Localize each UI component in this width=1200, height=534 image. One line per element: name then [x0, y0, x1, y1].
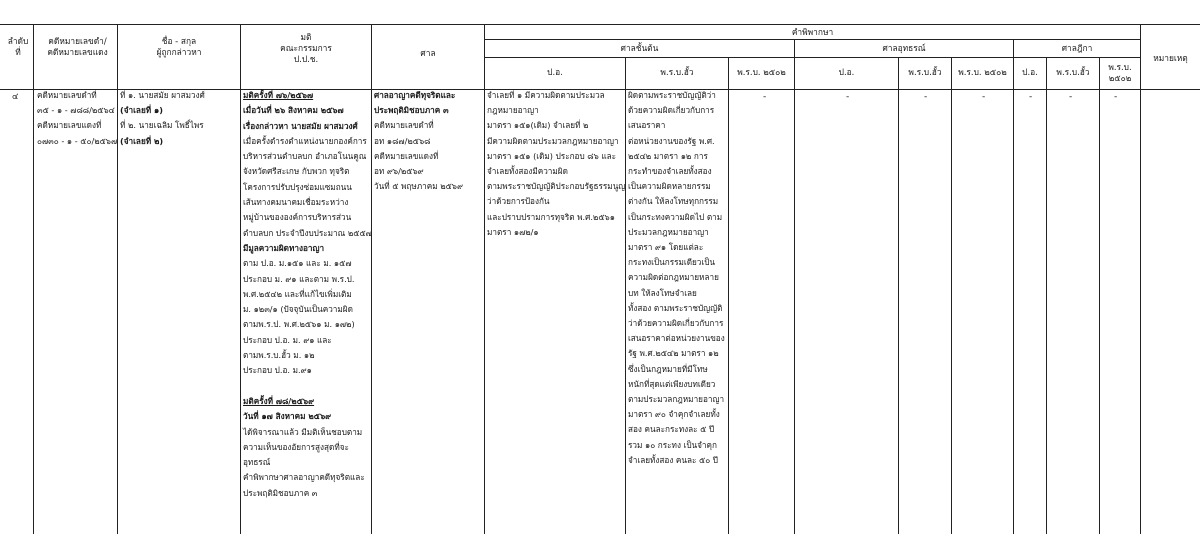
first-act-line: รัฐ พ.ศ.๒๕๔๒ มาตรา ๑๒	[628, 348, 719, 359]
row-first-prb-act	[628, 88, 725, 468]
header-first-po: ป.อ.	[547, 67, 563, 77]
resolution-line: มีมูลความผิดทางอาญา	[243, 242, 325, 253]
header-judgment: คำพิพากษา	[791, 27, 834, 37]
resolution-line: ตามพ.ร.บ.ฮั้ว ม. ๑๒	[243, 350, 315, 361]
row-seq: ๔	[12, 91, 19, 101]
resolution-line: มติครั้งที่ ๗๖/๒๕๖๗	[243, 90, 314, 100]
resolution-line: อุทธรณ์	[243, 457, 271, 468]
resolution-line: ประกอบ ป.อ. ม. ๙๑ และ	[243, 334, 332, 345]
first-po-line: มีความผิดตามประมวลกฎหมายอาญา	[487, 135, 619, 146]
header-supreme-prb-act: พ.ร.บ.ฮั้ว	[1056, 67, 1090, 77]
first-act-line: ๒๕๔๒ มาตรา ๑๒ การ	[628, 150, 708, 161]
resolution-line: จังหวัดศรีสะเกษ กับพวก ทุจริต	[243, 166, 350, 177]
dash-appeal-prb-act: -	[846, 92, 850, 102]
first-act-line: กระทำของจำเลยทั้งสอง	[628, 166, 712, 177]
header-case-no: คดีหมายเลขดำ/ คดีหมายเลขแดง	[47, 36, 108, 57]
header-supreme-court: ศาลฎีกา	[1061, 43, 1093, 53]
first-po-line: จำเลยที่ ๑ มีความผิดตามประมวล	[487, 90, 605, 100]
header-supreme-prb-2502: พ.ร.บ. ๒๕๐๒	[1108, 62, 1132, 83]
first-act-line: ว่าด้วยความผิดเกี่ยวกับการ	[628, 318, 724, 329]
court-line: วันที่ ๕ พฤษภาคม ๒๕๖๙	[374, 181, 464, 192]
header-accused-name: ชื่อ - สกุล ผู้ถูกกล่าวหา	[156, 36, 202, 57]
resolution-line: เมื่อครั้งดำรงตำแหน่งนายกองค์การ	[243, 135, 367, 146]
first-po-line: มาตรา ๑๕๑ (เดิม) ประกอบ ๘๖ และ	[487, 150, 617, 161]
accused-2-name: ที่ ๒. นายเฉลิม โพธิ์ไพร	[120, 120, 204, 131]
header-remark: หมายเหตุ	[1153, 53, 1188, 63]
dash-supreme-po: -	[982, 92, 986, 102]
first-po-line: ตามพระราชบัญญัติประกอบรัฐธรรมนูญ	[487, 181, 626, 192]
first-act-line: เสนอราคา	[628, 120, 666, 131]
dash-appeal-prb-2502: -	[924, 92, 928, 102]
first-po-line: มาตรา ๑๗๒/๑	[487, 226, 539, 237]
accused-2-role: (จำเลยที่ ๒)	[120, 135, 164, 146]
resolution-line: เส้นทางคมนาคมเชื่อมระหว่าง	[243, 197, 349, 208]
header-appeal-court: ศาลอุทธรณ์	[882, 43, 926, 53]
resolution-line: ตำบลบก ประจำปีงบประมาณ ๒๕๕๗	[243, 227, 372, 238]
resolution-line: เมื่อวันที่ ๒๖ สิงหาคม ๒๕๖๗	[243, 105, 344, 116]
resolution-line: มติครั้งที่ ๗๘/๒๕๖๙	[243, 395, 315, 406]
header-first-prb-2502: พ.ร.บ. ๒๕๐๒	[737, 67, 786, 77]
header-appeal-prb-act: พ.ร.บ.ฮั้ว	[908, 67, 942, 77]
first-act-line: มาตรา ๙๑ โดยแต่ละ	[628, 242, 704, 253]
header-seq: ลำดับ ที่	[7, 36, 29, 57]
row-accused	[120, 88, 205, 149]
resolution-line: ประกอบ ม. ๙๑ และตาม พ.ร.ป.	[243, 273, 355, 284]
first-act-line: จำเลยทั้งสอง คนละ ๕๐ ปี	[628, 454, 719, 465]
resolution-line: เรื่องกล่าวหา นายสมัย ผาสมวงศ์	[243, 120, 358, 131]
first-act-line: ความผิดต่อกฎหมายหลาย	[628, 272, 719, 283]
resolution-line: วันที่ ๑๗ สิงหาคม ๒๕๖๙	[243, 411, 332, 422]
resolution-line: ตามพ.ร.ป. พ.ศ.๒๕๖๑ ม. ๑๗๒)	[243, 319, 355, 330]
row-resolution	[243, 88, 372, 501]
resolution-line: ตาม ป.อ. ม.๑๕๑ และ ม. ๑๕๗	[243, 258, 352, 269]
first-act-line: ตามประมวลกฎหมายอาญา	[628, 394, 725, 405]
first-act-line: ต่างกัน ให้ลงโทษทุกกรรม	[628, 196, 719, 207]
court-line: ประพฤติมิชอบภาค ๓	[374, 105, 449, 116]
first-act-line: หนักที่สุดแต่เพียงบทเดียว	[628, 378, 716, 389]
resolution-line: คำพิพากษาศาลอาญาคดีทุจริตและ	[243, 472, 365, 483]
resolution-line: ความเห็นของอัยการสูงสุดที่จะ	[243, 441, 349, 452]
first-act-line: ต่อหน่วยงานของรัฐ พ.ศ.	[628, 135, 715, 146]
resolution-line: ประพฤติมิชอบภาค ๓	[243, 487, 318, 498]
resolution-line: หมู่บ้านขององค์การบริหารส่วน	[243, 212, 352, 223]
header-resolution: มติ คณะกรรมการ ป.ป.ช.	[280, 32, 332, 64]
header-appeal-prb-2502: พ.ร.บ. ๒๕๐๒	[958, 67, 1007, 77]
first-act-line: รวม ๑๐ กระทง เป็นจำคุก	[628, 439, 717, 450]
accused-1-name: ที่ ๑. นายสมัย ผาสมวงศ์	[120, 90, 205, 100]
court-line: อท ๙๖/๒๕๖๙	[374, 166, 424, 177]
header-supreme-po: ป.อ.	[1022, 67, 1038, 77]
first-act-line: เป็นความผิดหลายกรรม	[628, 181, 711, 192]
dash-appeal-po: -	[763, 92, 767, 102]
court-line: คดีหมายเลขแดงที่	[374, 150, 439, 161]
court-line: อท ๑๘๗/๒๕๖๘	[374, 135, 431, 146]
first-act-line: ประมวลกฎหมายอาญา	[628, 226, 709, 237]
court-line: คดีหมายเลขดำที่	[374, 120, 434, 131]
header-appeal-po: ป.อ.	[838, 67, 855, 77]
first-po-line: กฎหมายอาญา	[487, 105, 539, 116]
first-act-line: ซึ่งเป็นกฎหมายที่มีโทษ	[628, 363, 708, 374]
first-act-line: บท ให้ลงโทษจำเลย	[628, 287, 697, 298]
resolution-line	[243, 379, 372, 394]
first-act-line: เสนอราคาต่อหน่วยงานของ	[628, 333, 725, 344]
resolution-line: ม. ๑๒๓/๑ (ปัจจุบันเป็นความผิด	[243, 304, 353, 315]
row-case-no: คดีหมายเลขดำที่ ๓๕ - ๑ - ๗๘๘/๒๕๖๔ คดีหมายเลขแดงที่ ๐๗๓๐ - ๑ - ๕๐/๒๕๖๗	[37, 90, 118, 146]
resolution-line: ประกอบ ป.อ. ม.๙๑	[243, 365, 312, 376]
first-act-line: ผิดตามพระราชบัญญัติว่า	[628, 90, 716, 100]
first-act-line: ทั้งสอง ตามพระราชบัญญัติ	[628, 302, 723, 313]
first-po-line: และปราบปรามการทุจริต พ.ศ.๒๕๖๑	[487, 211, 615, 222]
court-line: ศาลอาญาคดีทุจริตและ	[374, 90, 456, 100]
dash-supreme-prb-act: -	[1029, 92, 1033, 102]
first-po-line: จำเลยทั้งสองมีความผิด	[487, 166, 568, 177]
first-po-line: ว่าด้วยการป้องกัน	[487, 196, 550, 207]
row-court	[374, 88, 463, 194]
dash-supreme-prb-2502-b: -	[1114, 92, 1118, 102]
first-act-line: สอง คนละกระทงละ ๕ ปี	[628, 424, 715, 435]
first-po-line: มาตรา ๑๕๑(เดิม) จำเลยที่ ๒	[487, 120, 589, 131]
resolution-line: ได้พิจารณาแล้ว มีมติเห็นชอบตาม	[243, 426, 363, 437]
header-first-prb-act: พ.ร.บ.ฮั้ว	[660, 67, 694, 77]
accused-1-role: (จำเลยที่ ๑)	[120, 105, 163, 116]
first-act-line: เป็นกระทงความผิดไป ตาม	[628, 211, 723, 222]
dash-supreme-prb-2502-a: -	[1069, 92, 1073, 102]
first-act-line: มาตรา ๙๐ จำคุกจำเลยทั้ง	[628, 409, 720, 420]
header-court: ศาล	[420, 48, 436, 58]
row-first-po	[487, 88, 625, 240]
first-act-line: ด้วยความผิดเกี่ยวกับการ	[628, 105, 715, 116]
header-first-instance: ศาลชั้นต้น	[620, 43, 659, 53]
resolution-line: โครงการปรับปรุงซ่อมแซมถนน	[243, 181, 352, 192]
resolution-line: พ.ศ.๒๕๔๒ และที่แก้ไขเพิ่มเติม	[243, 288, 352, 299]
resolution-line: บริหารส่วนตำบลบก อำเภอโนนคูณ	[243, 151, 367, 162]
first-act-line: กระทงเป็นกรรมเดียวเป็น	[628, 257, 715, 268]
